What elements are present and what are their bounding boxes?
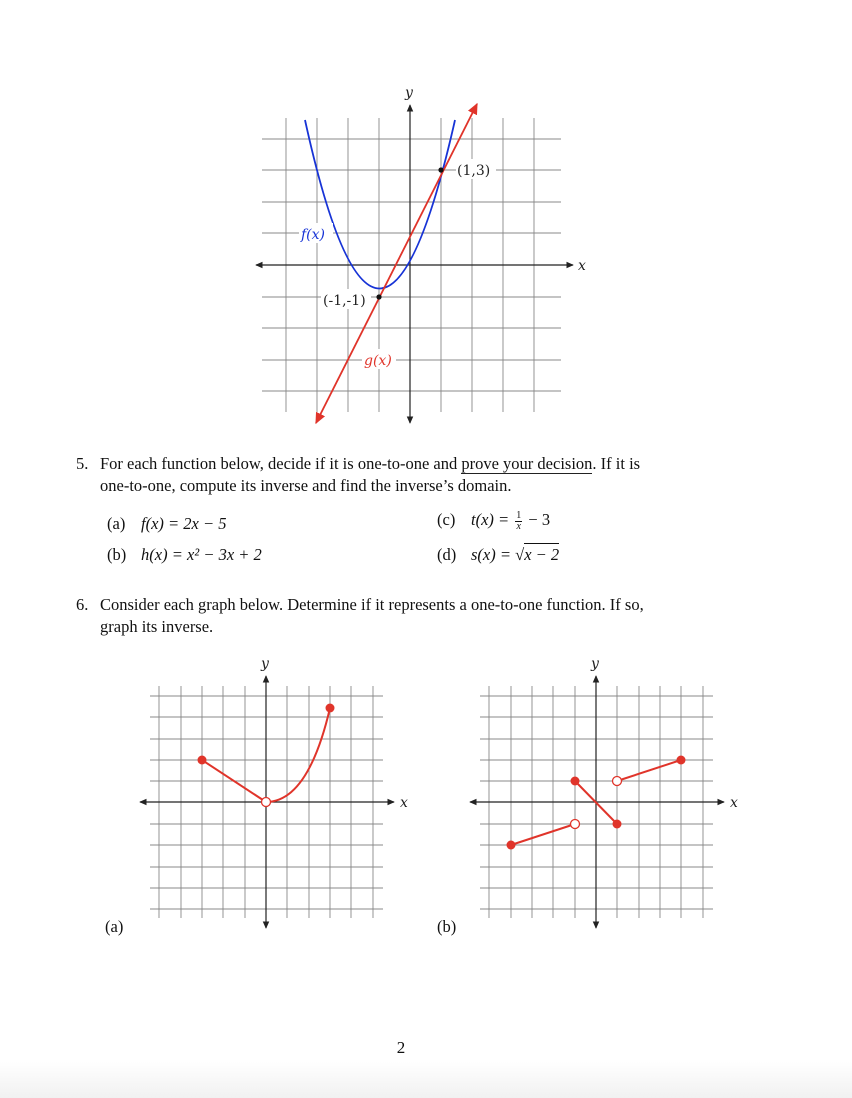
problem6-line1: Consider each graph below. Determine if it represents a one-to-one function. If so, [100, 595, 644, 614]
graph-a-segment [202, 760, 266, 802]
problem5-line2: one-to-one, compute its inverse and find the inverse’s domain. [100, 476, 512, 495]
problem5-item-c [437, 510, 550, 532]
item-c-function-right: − 3 [528, 510, 551, 529]
problem6-number: 6. [76, 595, 89, 614]
point1-label: (1,3) [457, 163, 491, 179]
graph-b-closed-point-1 [507, 841, 516, 850]
graph-b-closed-point-3 [613, 820, 622, 829]
intersection-point-2 [376, 294, 381, 299]
item-c-label: (c) [437, 510, 456, 529]
graph-a-label: (a) [105, 917, 124, 936]
graph-a-closed-point-left [198, 756, 207, 765]
item-c-frac-num: 1 [516, 509, 522, 521]
graph-b-y-label: y [591, 656, 599, 672]
item-c-frac-den: x [516, 520, 521, 532]
graph-a-y-label: y [261, 656, 269, 672]
graph-b-segment-right [617, 760, 681, 781]
sqrt-icon: √ [515, 545, 525, 564]
problem5-item-a [107, 514, 227, 534]
graph-a-open-point [262, 798, 271, 807]
item-d-label: (d) [437, 545, 457, 564]
problem5-text-before: For each function below, decide if it is one-to-one and [100, 454, 458, 473]
graph-b-closed-point-2 [571, 777, 580, 786]
item-d-function-left: s(x) = [471, 545, 511, 564]
graph-b-closed-point-4 [677, 756, 686, 765]
graph-b-open-point-1 [571, 820, 580, 829]
intersection-point-1 [438, 167, 443, 172]
point2-label: (-1,-1) [323, 293, 366, 309]
item-a-function: f(x) = 2x − 5 [141, 514, 227, 533]
problem5-number: 5. [76, 454, 89, 473]
item-a-label: (a) [107, 514, 126, 533]
item-b-label: (b) [107, 545, 127, 564]
problem5-item-d [437, 545, 559, 565]
problem5-text-after: . If it is [592, 454, 641, 473]
graph-a-curve [266, 708, 330, 802]
graph-a-grid [150, 686, 383, 918]
item-b-function: h(x) = x² − 3x + 2 [141, 545, 262, 564]
g-line [316, 104, 477, 423]
graph-b-segment-left [511, 824, 575, 845]
top-graph [0, 0, 852, 450]
graph-b-segment-middle [575, 781, 617, 824]
page-bottom-shade [0, 1062, 852, 1098]
problem5-line1 [100, 453, 640, 475]
problem6-line2: graph its inverse. [100, 617, 214, 636]
graph-b-grid [480, 686, 713, 918]
f-label: f(x) [301, 227, 326, 243]
top-graph-y-label: y [405, 85, 413, 101]
page-number: 2 [396, 1038, 406, 1057]
item-c-function-left: t(x) = [471, 510, 510, 529]
top-graph-x-label: x [578, 258, 586, 274]
problem5-underlined-text: prove your decision [461, 454, 593, 473]
graph-a-closed-point-right [326, 704, 335, 713]
g-label: g(x) [364, 353, 392, 369]
problem5-item-b [107, 545, 262, 565]
graph-b-x-label: x [730, 795, 738, 811]
item-c-fraction [515, 511, 522, 532]
graph-a-x-label: x [400, 795, 408, 811]
f-curve [305, 120, 455, 289]
graph-b-label: (b) [437, 917, 457, 936]
graph-b-open-point-2 [613, 777, 622, 786]
item-d-root-body: x − 2 [524, 545, 560, 564]
